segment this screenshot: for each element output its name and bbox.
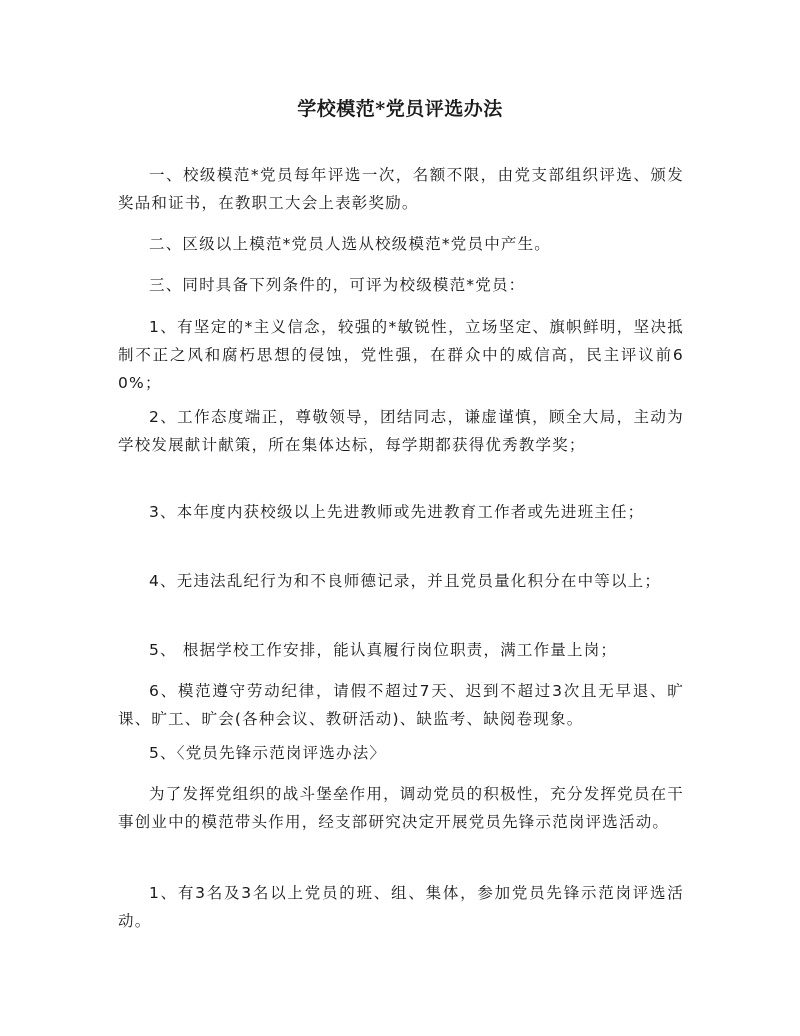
paragraph-1: 一、校级模范*党员每年评选一次，名额不限，由党支部组织评选、颁发奖品和证书，在教职工大会上表彰奖励。 (118, 166, 684, 212)
paragraph-7: 4、无违法乱纪行为和不良师德记录，并且党员量化积分在中等以上； (149, 572, 662, 590)
paragraph-5: 2、工作态度端正，尊敬领导，团结同志，谦虚谨慎，顾全大局，主动为学校发展献计献策，所在集体达标，每学期都获得优秀教学奖； (118, 408, 684, 454)
paragraph-8: 5、 根据学校工作安排，能认真履行岗位职责，满工作量上岗； (149, 641, 618, 659)
paragraph-2: 二、区级以上模范*党员人选从校级模范*党员中产生。 (149, 235, 552, 253)
paragraph-9: 6、模范遵守劳动纪律，请假不超过7天、迟到不超过3次且无早退、旷课、旷工、旷会(各种会议、教研活动)、缺监考、缺阅卷现象。 (118, 682, 684, 728)
paragraph-4: 1、有坚定的*主义信念，较强的*敏锐性，立场坚定、旗帜鲜明，坚决抵制不正之风和腐朽思想的侵蚀，党性强，在群众中的威信高，民主评议前60%； (118, 318, 684, 392)
paragraph-10: 5、〈党员先锋示范岗评选办法〉 (149, 744, 387, 762)
paragraph-12: 1、有3名及3名以上党员的班、组、集体，参加党员先锋示范岗评选活动。 (118, 884, 684, 930)
paragraph-11: 为了发挥党组织的战斗堡垒作用，调动党员的积极性，充分发挥党员在干事创业中的模范带头作用，经支部研究决定开展党员先锋示范岗评选活动。 (118, 785, 684, 831)
document-title: 学校模范*党员评选办法 (297, 98, 503, 120)
paragraph-6: 3、本年度内获校级以上先进教师或先进教育工作者或先进班主任； (149, 503, 645, 521)
paragraph-3: 三、同时具备下列条件的，可评为校级模范*党员： (149, 276, 526, 294)
